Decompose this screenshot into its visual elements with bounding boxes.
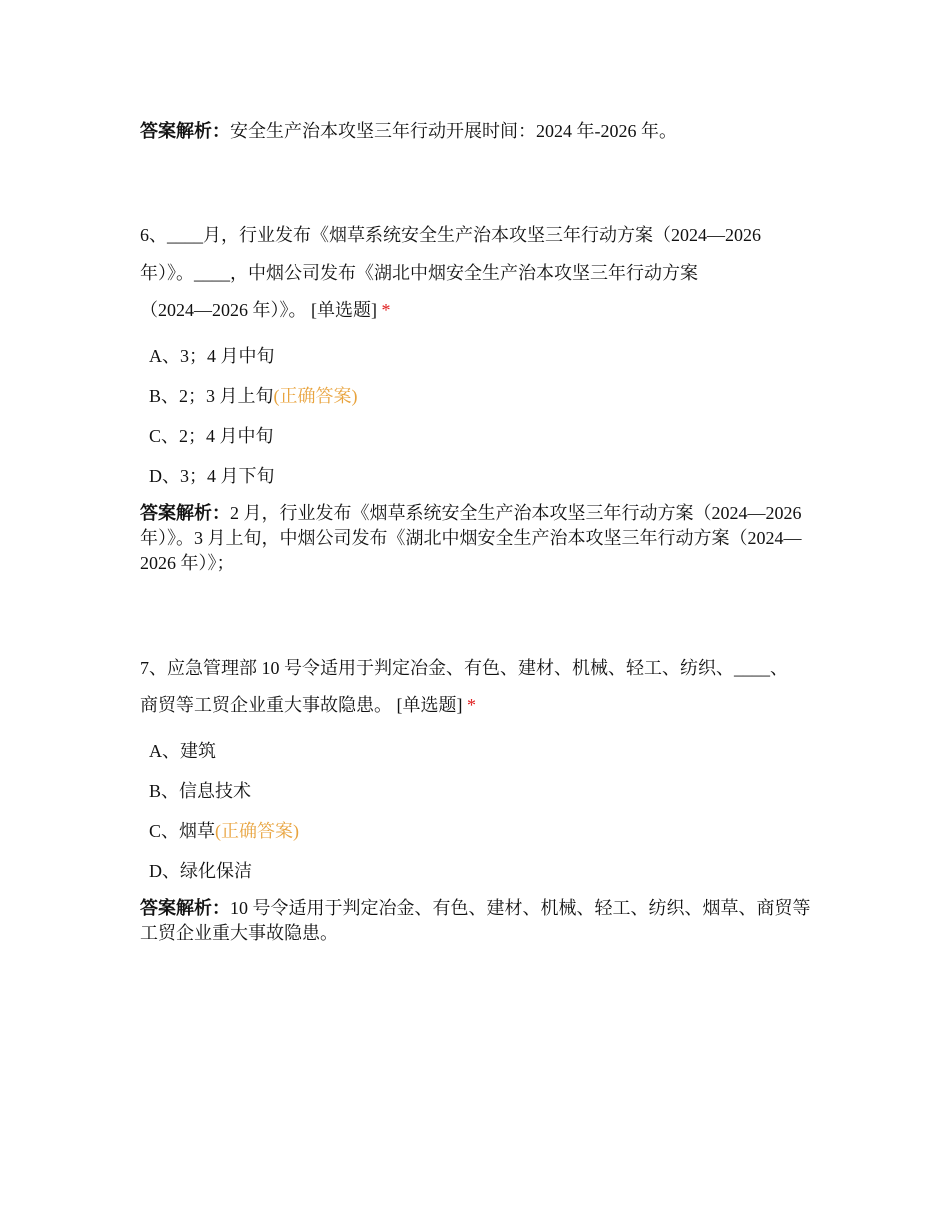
option-c[interactable] xyxy=(149,817,299,843)
option-label: B、2；3 月上旬 xyxy=(149,386,274,406)
question-text-line: 年）》。____，中烟公司发布《湖北中烟安全生产治本攻坚三年行动方案 xyxy=(140,263,698,283)
option-c[interactable]: C、2；4 月中旬 xyxy=(149,426,274,446)
analysis-q5 xyxy=(140,119,820,144)
analysis-text: 10 号令适用于判定冶金、有色、建材、机械、轻工、纺织、烟草、商贸等工贸企业重大事故隐患。 xyxy=(140,898,811,943)
option-a[interactable]: A、3；4 月中旬 xyxy=(149,346,275,366)
option-b[interactable] xyxy=(149,382,358,408)
question-text-line xyxy=(140,691,830,717)
analysis-q6 xyxy=(140,501,820,576)
question-type: [单选题] xyxy=(311,300,377,320)
question-text-line xyxy=(140,296,830,322)
question-text-line: 7、应急管理部 10 号令适用于判定冶金、有色、建材、机械、轻工、纺织、____、 xyxy=(140,658,788,678)
option-d[interactable]: D、绿化保洁 xyxy=(149,861,252,881)
analysis-q7 xyxy=(140,896,820,946)
analysis-label: 答案解析： xyxy=(140,121,230,141)
analysis-label: 答案解析： xyxy=(140,503,230,523)
analysis-label: 答案解析： xyxy=(140,898,230,918)
question-type: [单选题] xyxy=(396,695,463,715)
required-mark: * xyxy=(467,695,476,715)
correct-answer-tag: (正确答案) xyxy=(215,821,300,841)
option-b[interactable]: B、信息技术 xyxy=(149,781,252,801)
option-a[interactable]: A、建筑 xyxy=(149,741,216,761)
option-label: C、烟草 xyxy=(149,821,216,841)
option-d[interactable]: D、3；4 月下旬 xyxy=(149,466,275,486)
question-text: 商贸等工贸企业重大事故隐患。 xyxy=(140,695,392,715)
analysis-text: 安全生产治本攻坚三年行动开展时间：2024 年-2026 年。 xyxy=(230,121,677,141)
question-text: （2024—2026 年）》。 xyxy=(140,300,307,320)
correct-answer-tag: (正确答案) xyxy=(273,386,358,406)
required-mark: * xyxy=(381,300,391,320)
analysis-text: 2 月，行业发布《烟草系统安全生产治本攻坚三年行动方案（2024—2026 年）》。3 月上旬，中烟公司发布《湖北中烟安全生产治本攻坚三年行动方案（2024—2026 年）》； xyxy=(140,503,802,573)
question-text-line: 6、____月，行业发布《烟草系统安全生产治本攻坚三年行动方案（2024—2026 xyxy=(140,225,761,245)
